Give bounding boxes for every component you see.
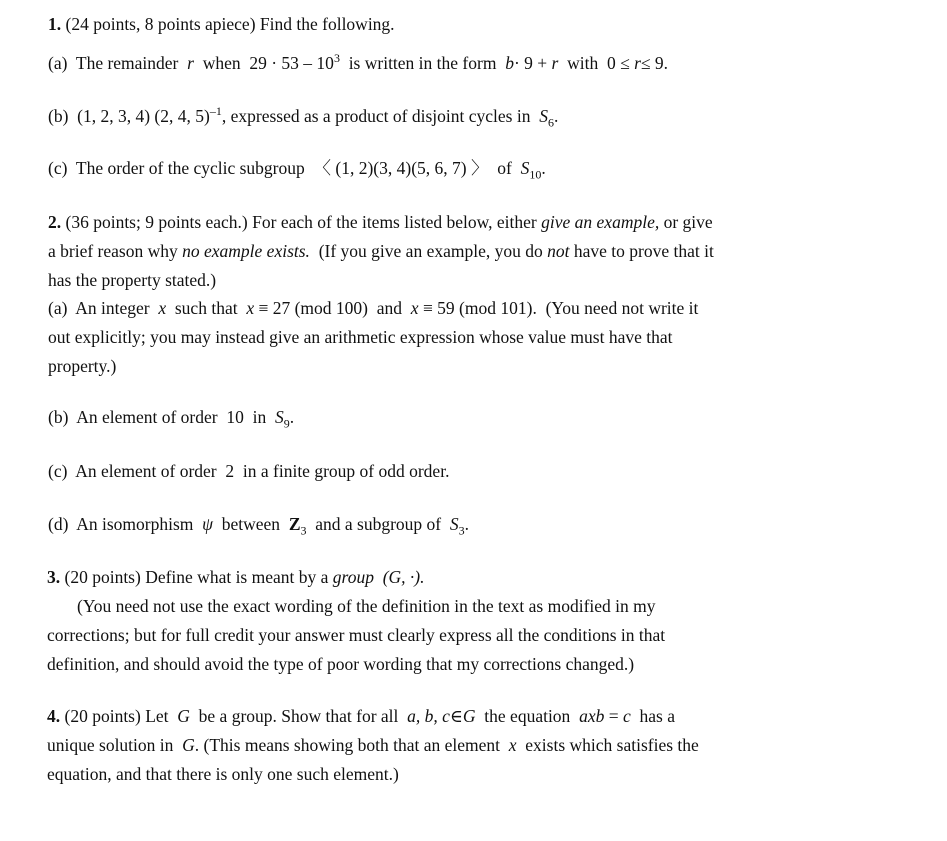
problem-2-text: or give [663, 212, 713, 232]
problem-2-text: has the property stated.) [48, 270, 217, 290]
problem-1-header [48, 14, 395, 36]
part-label: (b) [48, 407, 69, 427]
math-var: x [508, 735, 517, 755]
math-var: G [177, 706, 190, 726]
problem-number: 4. [47, 706, 61, 726]
math-symbol: S [539, 106, 548, 126]
problem-2b [48, 407, 294, 429]
math-symbol: ψ [202, 514, 213, 534]
math-expression: · 9 + [513, 53, 548, 73]
problem-2a-text: property.) [48, 356, 117, 376]
math-subscript: 3 [300, 523, 307, 538]
math-expression: (G, ·). [382, 567, 425, 587]
problem-1a [48, 53, 668, 75]
math-symbol: S [449, 514, 459, 534]
problem-1c-text: The order of the cyclic subgroup [75, 158, 305, 178]
math-symbol: S [520, 158, 530, 178]
problem-2d-text: between [221, 514, 281, 534]
math-subscript: 3 [458, 523, 465, 538]
problem-3-text: corrections; but for full credit your answer must clearly express all the conditions in that [47, 625, 666, 645]
problem-1b-text: , expressed as a product of disjoint cycles in [221, 106, 531, 126]
problem-2a-line-3 [48, 356, 116, 378]
math-expression: (1, 2, 3, 4) (2, 4, 5) [77, 106, 210, 126]
problem-2a-line-2 [48, 327, 673, 349]
math-expression: 〈 (1, 2)(3, 4)(5, 6, 7) 〉 [313, 158, 489, 178]
problem-2c-text: An element of order [75, 461, 217, 481]
problem-3-text: (You need not use the exact wording of the definition in the text as modified in my [77, 596, 656, 616]
problem-1a-text: is written in the form [348, 53, 497, 73]
problem-4-line-2 [47, 735, 699, 757]
problem-2-text: (36 points; 9 points each.) For each of the items listed below, either [65, 212, 537, 232]
problem-4-text: equation, and that there is only one such element.) [47, 764, 399, 784]
math-var: axb [579, 706, 605, 726]
problem-2a-text: out explicitly; you may instead give an arithmetic expression whose value must have that [48, 327, 673, 347]
problem-4-header [47, 706, 675, 728]
math-symbol: S [274, 407, 284, 427]
problem-2-line-2 [48, 241, 714, 263]
part-label: (a) [48, 298, 68, 318]
part-label: (c) [48, 158, 68, 178]
math-expression: 29 · 53 – 10 [249, 53, 334, 73]
part-label: (a) [48, 53, 68, 73]
emphasis: no example exists. [182, 241, 310, 261]
part-label: (c) [48, 461, 68, 481]
math-var: r [187, 53, 194, 73]
problem-4-line-3 [47, 764, 399, 786]
problem-number: 1. [48, 14, 62, 34]
problem-number: 3. [47, 567, 61, 587]
math-exponent: 3 [333, 51, 340, 66]
math-var: b [505, 53, 514, 73]
math-var: x [410, 298, 419, 318]
problem-3-header [47, 567, 425, 589]
math-symbol: ∈ [449, 706, 463, 726]
math-var: x [158, 298, 167, 318]
problem-3-text: definition, and should avoid the type of poor wording that my corrections changed.) [47, 654, 635, 674]
math-exponent: –1 [209, 104, 222, 119]
problem-4-text: be a group. Show that for all [198, 706, 399, 726]
problem-3-text: (20 points) Define what is meant by a [64, 567, 329, 587]
math-var: G [182, 735, 195, 755]
problem-2b-text: An element of order [76, 407, 218, 427]
math-expression: ≡ 27 (mod 100) [258, 298, 368, 318]
problem-3-line-2 [77, 596, 656, 618]
math-var: r [551, 53, 559, 73]
problem-3-line-4 [47, 654, 634, 676]
problem-2b-text: in [252, 407, 267, 427]
math-number: 2 [225, 461, 235, 481]
problem-2-text: have to prove that it [573, 241, 714, 261]
problem-2a-text: (You need not write it [545, 298, 699, 318]
problem-3-line-3 [47, 625, 665, 647]
problem-4-text: unique solution in [47, 735, 174, 755]
problem-1c [48, 158, 546, 180]
problem-2a-text: such that [174, 298, 238, 318]
part-label: (d) [48, 514, 69, 534]
problem-2a-text: An integer [75, 298, 150, 318]
emphasis: not [547, 241, 570, 261]
problem-2-text: a brief reason why [48, 241, 178, 261]
punctuation: . [553, 106, 559, 126]
problem-4-text: has a [639, 706, 675, 726]
problem-2-line-3 [48, 270, 216, 292]
problem-1a-text: The remainder [75, 53, 179, 73]
emphasis: group [332, 567, 374, 587]
problem-4-text: (20 points) Let [64, 706, 169, 726]
emphasis: give an example, [541, 212, 660, 232]
math-subscript: 6 [547, 115, 554, 130]
math-subscript: 9 [283, 416, 290, 431]
math-var: x [246, 298, 255, 318]
math-expression: 0 ≤ [606, 53, 630, 73]
problem-2a [48, 298, 698, 320]
math-expression: ≤ 9. [640, 53, 668, 73]
punctuation: . [541, 158, 546, 178]
math-number: 10 [226, 407, 244, 427]
punctuation: . [464, 514, 470, 534]
problem-4-text: the equation [484, 706, 571, 726]
math-subscript: 10 [529, 167, 542, 182]
problem-2c-text: in a finite group of odd order. [242, 461, 450, 481]
problem-2c [48, 461, 449, 483]
problem-2-text: (If you give an example, you do [318, 241, 543, 261]
problem-1a-text: with [567, 53, 599, 73]
problem-2d-text: An isomorphism [76, 514, 194, 534]
problem-4-text: . (This means showing both that an element [194, 735, 500, 755]
problem-2-header [48, 212, 713, 234]
math-var: r [634, 53, 641, 73]
problem-number: 2. [48, 212, 62, 232]
punctuation: . [289, 407, 295, 427]
math-var: a, b, c [407, 706, 450, 726]
problem-1a-text: when [202, 53, 241, 73]
math-var: c [622, 706, 631, 726]
math-var: G [462, 706, 476, 726]
math-symbol: Z [288, 514, 301, 534]
problem-2d [48, 514, 469, 536]
problem-1b [48, 106, 558, 128]
problem-1c-text: of [497, 158, 512, 178]
problem-2d-text: and a subgroup of [315, 514, 442, 534]
math-expression: ≡ 59 (mod 101). [422, 298, 537, 318]
problem-1-intro: (24 points, 8 points apiece) Find the following. [65, 14, 395, 34]
math-symbol: = [608, 706, 619, 726]
problem-2a-text: and [376, 298, 403, 318]
part-label: (b) [48, 106, 69, 126]
problem-4-text: exists which satisfies the [525, 735, 699, 755]
